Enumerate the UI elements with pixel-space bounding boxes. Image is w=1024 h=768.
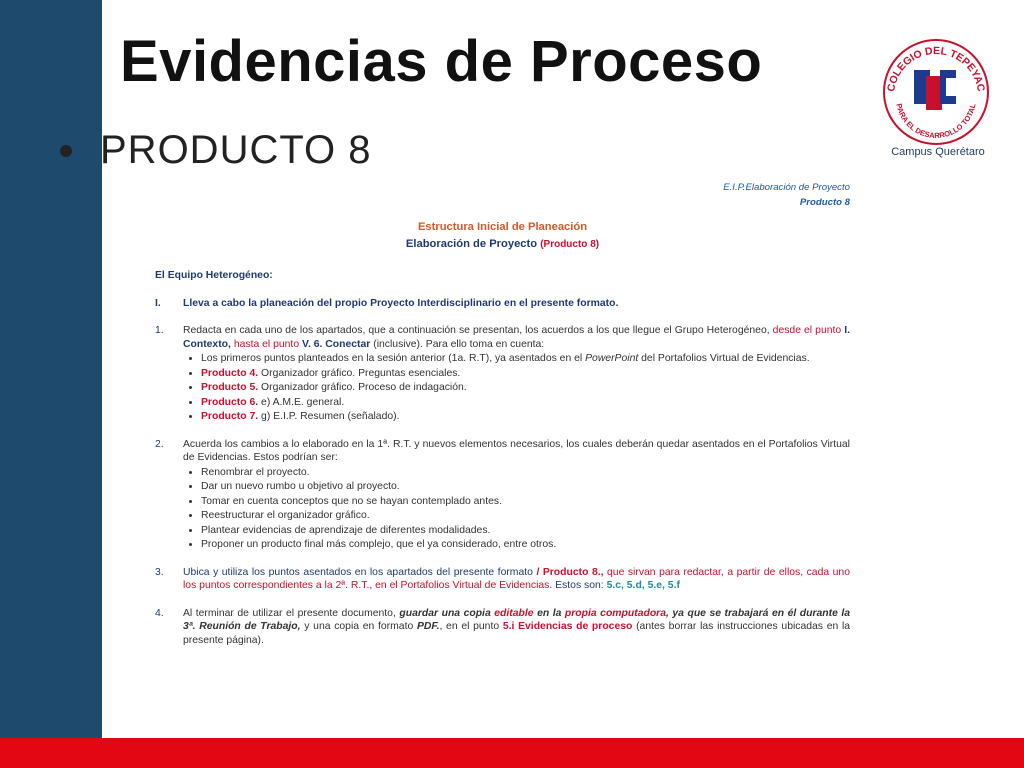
list-item: • Producto 5. Organizador gráfico. Proceso de indagación. (201, 381, 850, 395)
doc-item-2 (155, 438, 850, 465)
doc-header-line1: E.I.P.Elaboración de Proyecto (723, 182, 850, 193)
campus-label: Campus Querétaro (891, 146, 985, 158)
doc-item-1-text: Redacta en cada uno de los apartados, que a continuación se presentan, los acuerdos a los que llegue el Grupo Heterogéneo, desde el punto I. Contexto, hasta el punto V. 6. Conectar (inclusive). Para ello toma en cuenta: (183, 325, 850, 350)
doc-team-label: El Equipo Heterogéneo: (155, 270, 273, 282)
bullet-dot-icon (60, 145, 72, 157)
doc-heading-primary: Estructura Inicial de Planeación (417, 220, 588, 233)
doc-item-3-num: 3. (155, 566, 164, 578)
slide-title: Evidencias de Proceso (120, 29, 763, 94)
doc-heading-secondary (155, 237, 850, 252)
logo-arc-text: COLEGIO DEL TEPEYAC (885, 44, 987, 93)
doc-item-4 (155, 607, 850, 648)
school-logo (880, 36, 992, 148)
doc-item-3 (155, 566, 850, 593)
doc-item-4-num: 4. (155, 607, 164, 619)
footer-band (0, 738, 1024, 768)
list-item: • Producto 6. e) A.M.E. general. (201, 396, 850, 410)
doc-roman-text: Lleva a cabo la planeación del propio Proyecto Interdisciplinario en el presente formato. (183, 297, 619, 309)
doc-item-2-text: Acuerda los cambios a lo elaborado en la 1ª. R.T. y nuevos elementos necesarios, los cuales deberán quedar asentados en el Portafolios Virtual de Evidencias. Estos podrían ser: (183, 438, 850, 464)
doc-heading-secondary-main: Elaboración de Proyecto (405, 237, 538, 250)
doc-roman-num: I. (155, 297, 161, 309)
doc-item-3-text: Ubica y utiliza los puntos asentados en los apartados del presente formato / Producto 8., que sirvan para redactar, a partir de ellos, cada uno los puntos correspondientes a la 2ª. R.T., en el Portafolios Virtual de Evidencias. Estos son: 5.c, 5.d, 5.e, 5.f (183, 566, 850, 592)
doc-item-1-num: 1. (155, 325, 164, 337)
slide-bullet (60, 128, 372, 173)
doc-header-line2: Producto 8 (799, 197, 850, 209)
logo-bottom-text: PARA EL DESARROLLO TOTAL (894, 102, 978, 141)
list-item: • Dar un nuevo rumbo u objetivo al proyecto. (201, 480, 850, 494)
document-image (155, 182, 850, 647)
list-item: • Producto 4. Organizador gráfico. Preguntas esenciales. (201, 367, 850, 381)
slide-bullet-text: PRODUCTO 8 (100, 128, 372, 172)
doc-heading-secondary-tag: (Producto 8) (540, 238, 600, 250)
list-item: • Proponer un producto final más complejo, que el ya considerado, entre otros. (201, 538, 850, 552)
list-item: • Tomar en cuenta conceptos que no se hayan contemplado antes. (201, 495, 850, 509)
list-item: • Los primeros puntos planteados en la sesión anterior (1a. R.T), ya asentados en el PowerPoint del Portafolios Virtual de Evidencias. (201, 352, 850, 366)
doc-item-4-text: Al terminar de utilizar el presente documento, guardar una copia editable en la propia computadora, ya que se trabajará en él durante la 3ª. Reunión de Trabajo, y una copia en formato PDF., en el punto 5.i Evidencias de proceso (antes borrar las instrucciones ubicadas en la presente página). (183, 607, 851, 646)
list-item: • Producto 7. g) E.I.P. Resumen (señalado). (201, 410, 850, 424)
left-sidebar-band (0, 0, 102, 738)
list-item: • Plantear evidencias de aprendizaje de diferentes modalidades. (201, 524, 850, 538)
doc-item-2-num: 2. (155, 438, 164, 450)
doc-item-1-bullets (155, 352, 850, 424)
list-item: • Reestructurar el organizador gráfico. (201, 509, 850, 523)
doc-item-1 (155, 324, 850, 351)
doc-roman-item (155, 297, 850, 311)
doc-item-2-bullets (155, 466, 850, 552)
logo-red-block-icon (926, 76, 942, 110)
list-item: • Renombrar el proyecto. (201, 466, 850, 480)
